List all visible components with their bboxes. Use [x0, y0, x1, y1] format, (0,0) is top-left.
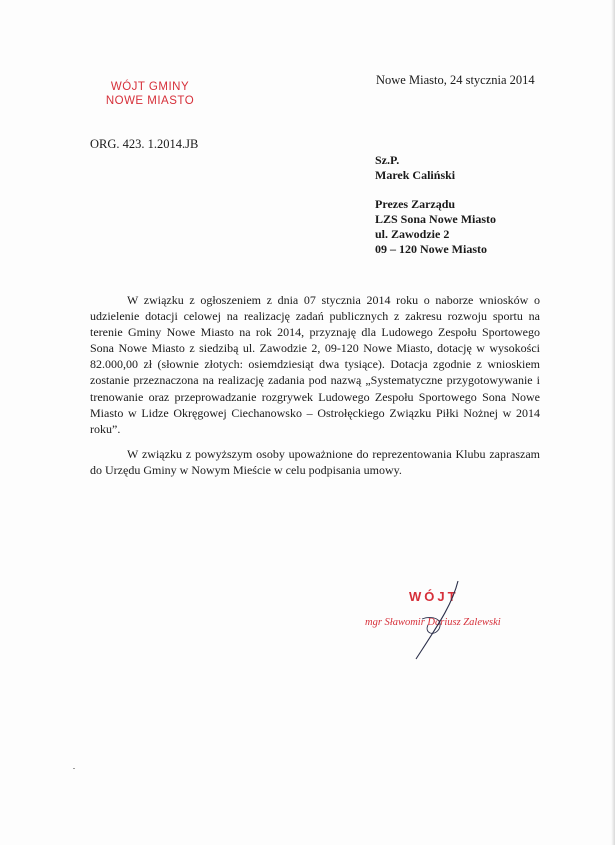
page-edge-shadow [611, 0, 615, 845]
signature-title: WÓJT [409, 589, 459, 604]
letter-body [90, 292, 540, 478]
body-paragraph-2: W związku z powyższym osoby upoważnione do reprezentowania Klubu zapraszam do Urzędu Gminy w Nowym Mieście w celu podpisania umowy. [90, 446, 540, 477]
signature-stamp [360, 575, 520, 665]
addressee-block [375, 153, 496, 257]
scan-speck [73, 768, 75, 769]
signature-name: mgr Sławomir Dariusz Zalewski [365, 617, 501, 628]
office-header-line2: NOWE MIASTO [105, 95, 195, 107]
place-and-date: Nowe Miasto, 24 stycznia 2014 [376, 73, 535, 87]
office-header-stamp [95, 80, 205, 108]
handwritten-signature-stroke [360, 575, 520, 665]
office-header-line1: WÓJT GMINY [110, 81, 190, 93]
addressee-organization: LZS Sona Nowe Miasto [375, 212, 497, 226]
addressee-salutation: Sz.P. [375, 153, 400, 167]
reference-number: ORG. 423. 1.2014.JB [90, 137, 199, 151]
addressee-postal-city: 09 – 120 Nowe Miasto [375, 242, 487, 256]
addressee-role: Prezes Zarządu [375, 197, 456, 211]
addressee-spacer [375, 183, 496, 197]
addressee-street: ul. Zawodzie 2 [375, 227, 450, 241]
addressee-name: Marek Caliński [375, 168, 456, 182]
body-paragraph-1: W związku z ogłoszeniem z dnia 07 stycznia 2014 roku o naborze wniosków o udzielenie dotacji celowej na realizację zadań publicznych z zakresu rozwoju sportu na terenie Gminy Nowe Miasto na rok 2014, przyznaję dla Ludowego Zespołu Sportowego Sona Nowe Miasto z siedzibą ul. Zawodzie 2, 09-120 Nowe Miasto, dotację w wysokości 82.000,00 zł (słownie złotych: osiemdziesiąt dwa tysiące). Dotacja zgodnie z wnioskiem zostanie przeznaczona na realizację zadania pod nazwą „Systematyczne przygotowywanie i trenowanie oraz przeprowadzanie rozgrywek Ludowego Zespołu Sportowego Sona Nowe Miasto w Lidze Okręgowej Ciechanowsko – Ostrołęckiego Związku Piłki Nożnej w 2014 roku”. [90, 293, 540, 436]
